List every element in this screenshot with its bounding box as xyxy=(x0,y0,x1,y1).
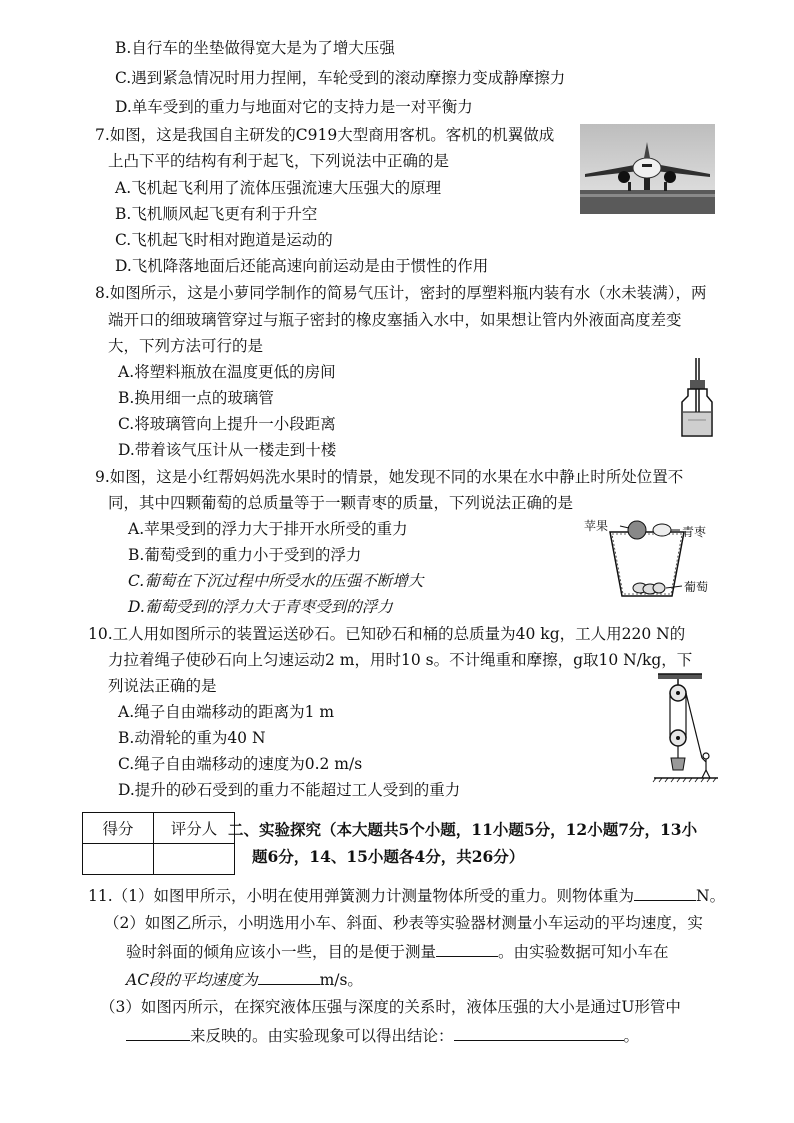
barometer-diagram xyxy=(676,356,716,440)
q7-stem-line1: 7.如图，这是我国自主研发的C919大型商用客机。客机的机翼做成 xyxy=(95,126,555,144)
q8-option-c: C.将玻璃管向上提升一小段距离 xyxy=(118,415,336,433)
score-table xyxy=(82,812,235,875)
q11-part2-blank1[interactable] xyxy=(436,940,498,957)
q7-stem-line2: 上凸下平的结构有利于起飞，下列说法中正确的是 xyxy=(108,152,450,170)
score-header: 得分 xyxy=(83,813,154,844)
q8-stem-line1: 8.如图所示，这是小萝同学制作的简易气压计，密封的厚塑料瓶内装有水（水未装满），两 xyxy=(95,284,707,302)
q6-option-b: B.自行车的坐垫做得宽大是为了增大压强 xyxy=(115,39,395,57)
q11-part1 xyxy=(88,884,725,907)
q10-option-a: A.绳子自由端移动的距离为1 m xyxy=(118,703,335,721)
q11-part2-line3-text: AC段的平均速度为 xyxy=(126,971,258,989)
q9-option-b: B.葡萄受到的重力小于受到的浮力 xyxy=(128,546,362,564)
q11-part2-line3-unit: m/s。 xyxy=(319,971,363,989)
grader-cell xyxy=(154,844,235,875)
q11-part2-line2-text: 验时斜面的倾角应该小一些，目的是便于测量 xyxy=(126,943,437,961)
q11-part1-unit: N。 xyxy=(696,887,726,905)
q9-option-c: C.葡萄在下沉过程中所受水的压强不断增大 xyxy=(128,572,424,590)
q8-option-a: A.将塑料瓶放在温度更低的房间 xyxy=(118,363,336,381)
q11-part2-line2 xyxy=(126,940,669,963)
apple-label: 苹果 xyxy=(584,519,609,533)
q9-stem-line1: 9.如图，这是小红帮妈妈洗水果时的情景，她发现不同的水果在水中静止时所处位置不 xyxy=(95,468,684,486)
q10-option-b: B.动滑轮的重为40 N xyxy=(118,729,266,747)
q9-option-a: A.苹果受到的浮力大于排开水所受的重力 xyxy=(128,520,408,538)
q8-option-b: B.换用细一点的玻璃管 xyxy=(118,389,274,407)
q11-part3-blank2[interactable] xyxy=(454,1024,624,1041)
section2-title-line1: 二、实验探究（本大题共5个小题，11小题5分，12小题7分，13小 xyxy=(228,820,698,839)
score-cell xyxy=(83,844,154,875)
grape-label: 葡萄 xyxy=(684,580,709,594)
section2-title-line2: 题6分，14、15小题各4分，共26分） xyxy=(252,847,525,866)
q7-option-a: A.飞机起飞利用了流体压强流速大压强大的原理 xyxy=(115,179,442,197)
q11-part3-line2 xyxy=(126,1024,639,1047)
q11-part3-line2-text: 来反映的。由实验现象可以得出结论： xyxy=(190,1027,454,1045)
grader-header: 评分人 xyxy=(154,813,235,844)
q11-part2-line2-tail: 。由实验数据可知小车在 xyxy=(498,943,669,961)
q7-option-c: C.飞机起飞时相对跑道是运动的 xyxy=(115,231,333,249)
q8-stem-line2: 端开口的细玻璃管穿过与瓶子密封的橡皮塞插入水中，如果想让管内外液面高度差变 xyxy=(108,311,682,329)
q6-option-c: C.遇到紧急情况时用力捏闸，车轮受到的滚动摩擦力变成静摩擦力 xyxy=(115,69,566,87)
q11-part1-blank[interactable] xyxy=(634,884,696,901)
q10-option-d: D.提升的砂石受到的重力不能超过工人受到的重力 xyxy=(118,781,461,799)
q10-stem-line2: 力拉着绳子使砂石向上匀速运动2 m，用时10 s。不计绳重和摩擦，g取10 N/kg，下 xyxy=(108,651,693,669)
q6-option-d: D.单车受到的重力与地面对它的支持力是一对平衡力 xyxy=(115,98,473,116)
q10-stem-line3: 列说法正确的是 xyxy=(108,677,217,695)
q8-option-d: D.带着该气压计从一楼走到十楼 xyxy=(118,441,337,459)
q7-option-d: D.飞机降落地面后还能高速向前运动是由于惯性的作用 xyxy=(115,257,489,275)
q7-option-b: B.飞机顺风起飞更有利于升空 xyxy=(115,205,318,223)
q11-part2-line3 xyxy=(126,968,363,991)
q10-option-c: C.绳子自由端移动的速度为0.2 m/s xyxy=(118,755,363,773)
q11-part3-line1: （3）如图丙所示，在探究液体压强与深度的关系时，液体压强的大小是通过U形管中 xyxy=(100,998,681,1016)
q11-part3-blank1[interactable] xyxy=(126,1024,190,1041)
q11-part1-text: 11.（1）如图甲所示，小明在使用弹簧测力计测量物体所受的重力。则物体重为 xyxy=(88,887,635,905)
airplane-photo xyxy=(580,124,715,214)
q9-option-d: D.葡萄受到的浮力大于青枣受到的浮力 xyxy=(128,598,393,616)
date-label: 青枣 xyxy=(682,525,707,539)
q11-part2-blank2[interactable] xyxy=(258,968,320,985)
q8-stem-line3: 大，下列方法可行的是 xyxy=(108,337,264,355)
q10-stem-line1: 10.工人用如图所示的装置运送砂石。已知砂石和桶的总质量为40 kg，工人用220 N的 xyxy=(88,625,686,643)
q9-stem-line2: 同，其中四颗葡萄的总质量等于一颗青枣的质量，下列说法正确的是 xyxy=(108,494,574,512)
pulley-system-diagram xyxy=(650,672,720,784)
q11-part3-line2-end: 。 xyxy=(623,1027,640,1045)
q11-part2-line1: （2）如图乙所示，小明选用小车、斜面、秒表等实验器材测量小车运动的平均速度，实 xyxy=(104,914,703,932)
